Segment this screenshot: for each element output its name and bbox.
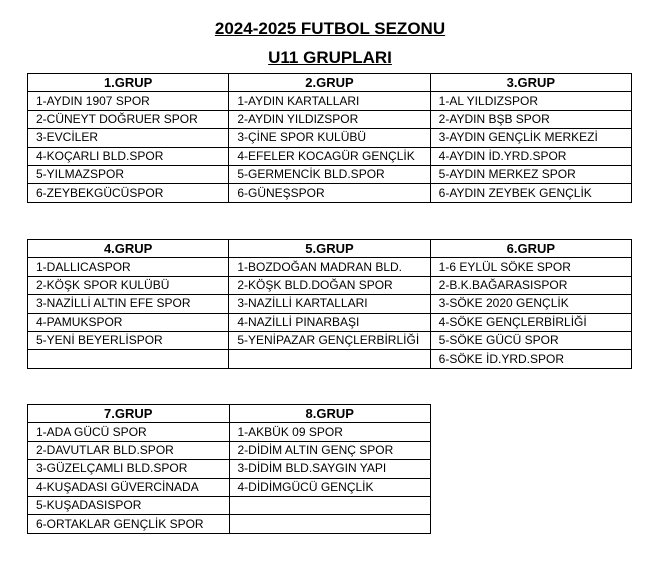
group-header: 8.GRUP xyxy=(229,405,431,423)
team-cell: 1-AYDIN KARTALLARI xyxy=(229,92,430,110)
team-cell: 1-AYDIN 1907 SPOR xyxy=(28,92,229,110)
team-cell: 2-AYDIN BŞB SPOR xyxy=(430,110,631,128)
team-cell: 4-AYDIN İD.YRD.SPOR xyxy=(430,147,631,165)
groups-table-1 xyxy=(27,73,632,203)
team-cell: 5-YILMAZSPOR xyxy=(28,165,229,183)
team-cell: 3-NAZİLLİ KARTALLARI xyxy=(229,295,430,313)
groups-table-3 xyxy=(27,404,431,534)
page-title: 2024-2025 FUTBOL SEZONU xyxy=(214,19,446,38)
table-row xyxy=(28,184,632,202)
group-header: 2.GRUP xyxy=(229,74,430,92)
table-row xyxy=(28,313,632,331)
group-header: 3.GRUP xyxy=(430,74,631,92)
team-cell xyxy=(229,515,431,533)
team-cell: 3-NAZİLLİ ALTIN EFE SPOR xyxy=(28,295,229,313)
team-cell: 5-YENİPAZAR GENÇLERBİRLİĞİ xyxy=(229,331,430,349)
team-cell: 2-CÜNEYT DOĞRUER SPOR xyxy=(28,110,229,128)
team-cell: 3-AYDIN GENÇLİK MERKEZİ xyxy=(430,129,631,147)
team-cell: 4-SÖKE GENÇLERBİRLİĞİ xyxy=(430,313,631,331)
group-header: 1.GRUP xyxy=(28,74,229,92)
table-row xyxy=(28,258,632,276)
table-row xyxy=(28,478,431,496)
team-cell xyxy=(229,350,430,368)
table-row xyxy=(28,460,431,478)
header-row xyxy=(28,74,632,92)
table-row xyxy=(28,423,431,441)
group-header: 6.GRUP xyxy=(430,240,631,258)
team-cell: 1-AL YILDIZSPOR xyxy=(430,92,631,110)
team-cell xyxy=(28,350,229,368)
team-cell: 6-SÖKE İD.YRD.SPOR xyxy=(430,350,631,368)
team-cell: 4-KUŞADASI GÜVERCİNADA xyxy=(28,478,230,496)
team-cell: 2-KÖŞK BLD.DOĞAN SPOR xyxy=(229,276,430,294)
team-cell: 6-ZEYBEKGÜCÜSPOR xyxy=(28,184,229,202)
team-cell: 4-NAZİLLİ PINARBAŞI xyxy=(229,313,430,331)
table-row xyxy=(28,129,632,147)
team-cell: 3-GÜZELÇAMLI BLD.SPOR xyxy=(28,460,230,478)
header-row xyxy=(28,240,632,258)
table-row xyxy=(28,515,431,533)
table-row xyxy=(28,441,431,459)
team-cell: 5-KUŞADASISPOR xyxy=(28,496,230,514)
team-cell: 1-DALLICASPOR xyxy=(28,258,229,276)
table-row xyxy=(28,496,431,514)
page-subtitle: U11 GRUPLARI xyxy=(268,48,392,67)
team-cell: 3-ÇİNE SPOR KULÜBÜ xyxy=(229,129,430,147)
table-row xyxy=(28,350,632,368)
team-cell: 1-ADA GÜCÜ SPOR xyxy=(28,423,230,441)
team-cell: 6-ORTAKLAR GENÇLİK SPOR xyxy=(28,515,230,533)
table-row xyxy=(28,295,632,313)
table-row xyxy=(28,331,632,349)
team-cell: 1-6 EYLÜL SÖKE SPOR xyxy=(430,258,631,276)
team-cell: 2-DİDİM ALTIN GENÇ SPOR xyxy=(229,441,431,459)
team-cell: 2-KÖŞK SPOR KULÜBÜ xyxy=(28,276,229,294)
team-cell: 4-KOÇARLI BLD.SPOR xyxy=(28,147,229,165)
team-cell: 4-EFELER KOCAGÜR GENÇLİK xyxy=(229,147,430,165)
team-cell xyxy=(229,496,431,514)
group-header: 5.GRUP xyxy=(229,240,430,258)
team-cell: 6-GÜNEŞSPOR xyxy=(229,184,430,202)
team-cell: 6-AYDIN ZEYBEK GENÇLİK xyxy=(430,184,631,202)
team-cell: 2-DAVUTLAR BLD.SPOR xyxy=(28,441,230,459)
group-header: 7.GRUP xyxy=(28,405,230,423)
table-row xyxy=(28,110,632,128)
team-cell: 5-YENİ BEYERLİSPOR xyxy=(28,331,229,349)
header-row xyxy=(28,405,431,423)
team-cell: 1-BOZDOĞAN MADRAN BLD. xyxy=(229,258,430,276)
team-cell: 5-SÖKE GÜCÜ SPOR xyxy=(430,331,631,349)
team-cell: 2-AYDIN YILDIZSPOR xyxy=(229,110,430,128)
team-cell: 2-B.K.BAĞARASISPOR xyxy=(430,276,631,294)
team-cell: 4-PAMUKSPOR xyxy=(28,313,229,331)
table-row xyxy=(28,276,632,294)
team-cell: 3-EVCİLER xyxy=(28,129,229,147)
team-cell: 1-AKBÜK 09 SPOR xyxy=(229,423,431,441)
table-row xyxy=(28,92,632,110)
table-row xyxy=(28,147,632,165)
team-cell: 4-DİDİMGÜCÜ GENÇLİK xyxy=(229,478,431,496)
groups-table-2 xyxy=(27,239,632,369)
group-header: 4.GRUP xyxy=(28,240,229,258)
table-row xyxy=(28,165,632,183)
team-cell: 5-GERMENCİK BLD.SPOR xyxy=(229,165,430,183)
team-cell: 3-SÖKE 2020 GENÇLİK xyxy=(430,295,631,313)
team-cell: 5-AYDIN MERKEZ SPOR xyxy=(430,165,631,183)
team-cell: 3-DİDİM BLD.SAYGIN YAPI xyxy=(229,460,431,478)
